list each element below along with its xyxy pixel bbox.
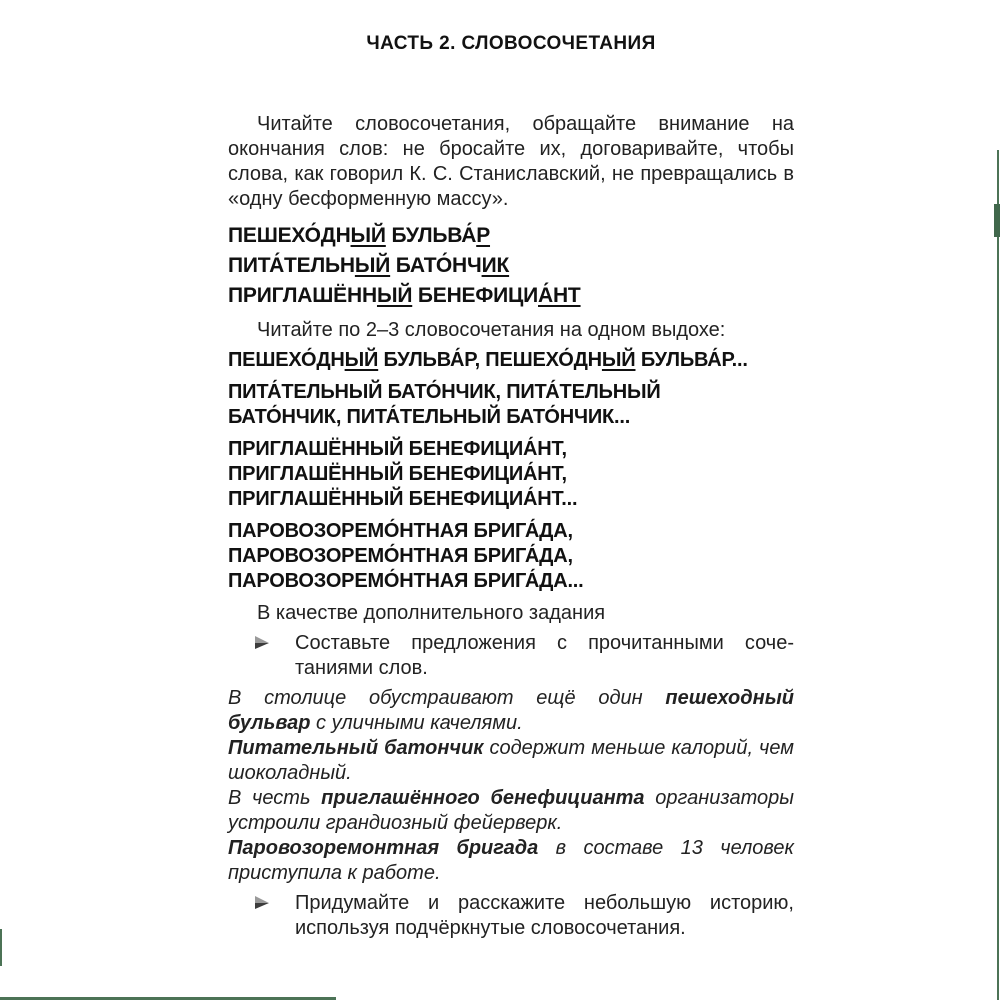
arrow-bullet-icon bbox=[228, 891, 295, 941]
task-item bbox=[228, 631, 794, 681]
breath-group bbox=[228, 380, 794, 430]
exercise-line: ПАРОВОЗОРЕМО́НТНАЯ БРИГА́ДА, bbox=[228, 545, 573, 567]
breath-group bbox=[228, 519, 794, 594]
example-sentence: В столице обустраивают ещё один пешеходный бульвар с уличными качелями. bbox=[228, 687, 794, 734]
breath-group bbox=[228, 437, 794, 512]
breath-instruction: Читайте по 2–3 словосочетания на одном выдохе: bbox=[257, 319, 726, 341]
scan-border-right-thick bbox=[994, 204, 1000, 237]
phrase-line: ПЕШЕХО́ДНЫЙ БУЛЬВА́Р bbox=[228, 224, 491, 247]
example-sentence: В честь приглашённого бенефицианта организаторы устроили грандиозный фейерверк. bbox=[228, 787, 794, 834]
task-text: Составьте предложения с прочитанными сочетаниями слов. bbox=[295, 632, 794, 679]
exercise-line: БАТО́НЧИК, ПИТА́ТЕЛЬНЫЙ БАТО́НЧИК... bbox=[228, 406, 631, 428]
phrase-line: ПИТА́ТЕЛЬНЫЙ БАТО́НЧИК bbox=[228, 254, 510, 277]
task-item bbox=[228, 891, 794, 941]
exercise-line: ПРИГЛАШЁННЫЙ БЕНЕФИЦИА́НТ, bbox=[228, 463, 567, 485]
extra-task-heading: В качестве дополнительного задания bbox=[257, 602, 606, 624]
example-sentence: Паровозоремонтная бригада в составе 13 человек приступила к работе. bbox=[228, 837, 794, 884]
arrow-bullet-icon bbox=[228, 631, 295, 681]
page-content bbox=[228, 0, 794, 941]
phrase-list bbox=[228, 221, 794, 311]
page-title: ЧАСТЬ 2. СЛОВОСОЧЕТАНИЯ bbox=[366, 33, 656, 54]
exercise-line: ПЕШЕХО́ДНЫЙ БУЛЬВА́Р, ПЕШЕХО́ДНЫЙ БУЛЬВА́Р... bbox=[228, 349, 748, 371]
breath-group bbox=[228, 348, 794, 373]
scan-border-right bbox=[997, 150, 999, 1000]
task-text: Придумайте и расскажите небольшую историю, используя подчёркнутые словосочетания. bbox=[295, 892, 794, 939]
breath-exercise-groups bbox=[228, 348, 794, 594]
exercise-line: ПАРОВОЗОРЕМО́НТНАЯ БРИГА́ДА, bbox=[228, 520, 573, 542]
exercise-line: ПАРОВОЗОРЕМО́НТНАЯ БРИГА́ДА... bbox=[228, 570, 584, 592]
intro-paragraph: Читайте словосочетания, обращайте внимание на окончания слов: не бросайте их, договаривайте, чтобы слова, как говорил К. С. Станиславский, не превращались в «одну бесформенную массу». bbox=[228, 113, 794, 210]
exercise-line: ПРИГЛАШЁННЫЙ БЕНЕФИЦИА́НТ... bbox=[228, 488, 578, 510]
scan-border-left bbox=[0, 929, 2, 966]
example-sentences bbox=[228, 686, 794, 886]
phrase-line: ПРИГЛАШЁННЫЙ БЕНЕФИЦИА́НТ bbox=[228, 284, 581, 307]
example-sentence: Питательный батончик содержит меньше калорий, чем шоколадный. bbox=[228, 737, 794, 784]
exercise-line: ПРИГЛАШЁННЫЙ БЕНЕФИЦИА́НТ, bbox=[228, 438, 567, 460]
exercise-line: ПИТА́ТЕЛЬНЫЙ БАТО́НЧИК, ПИТА́ТЕЛЬНЫЙ bbox=[228, 381, 661, 403]
